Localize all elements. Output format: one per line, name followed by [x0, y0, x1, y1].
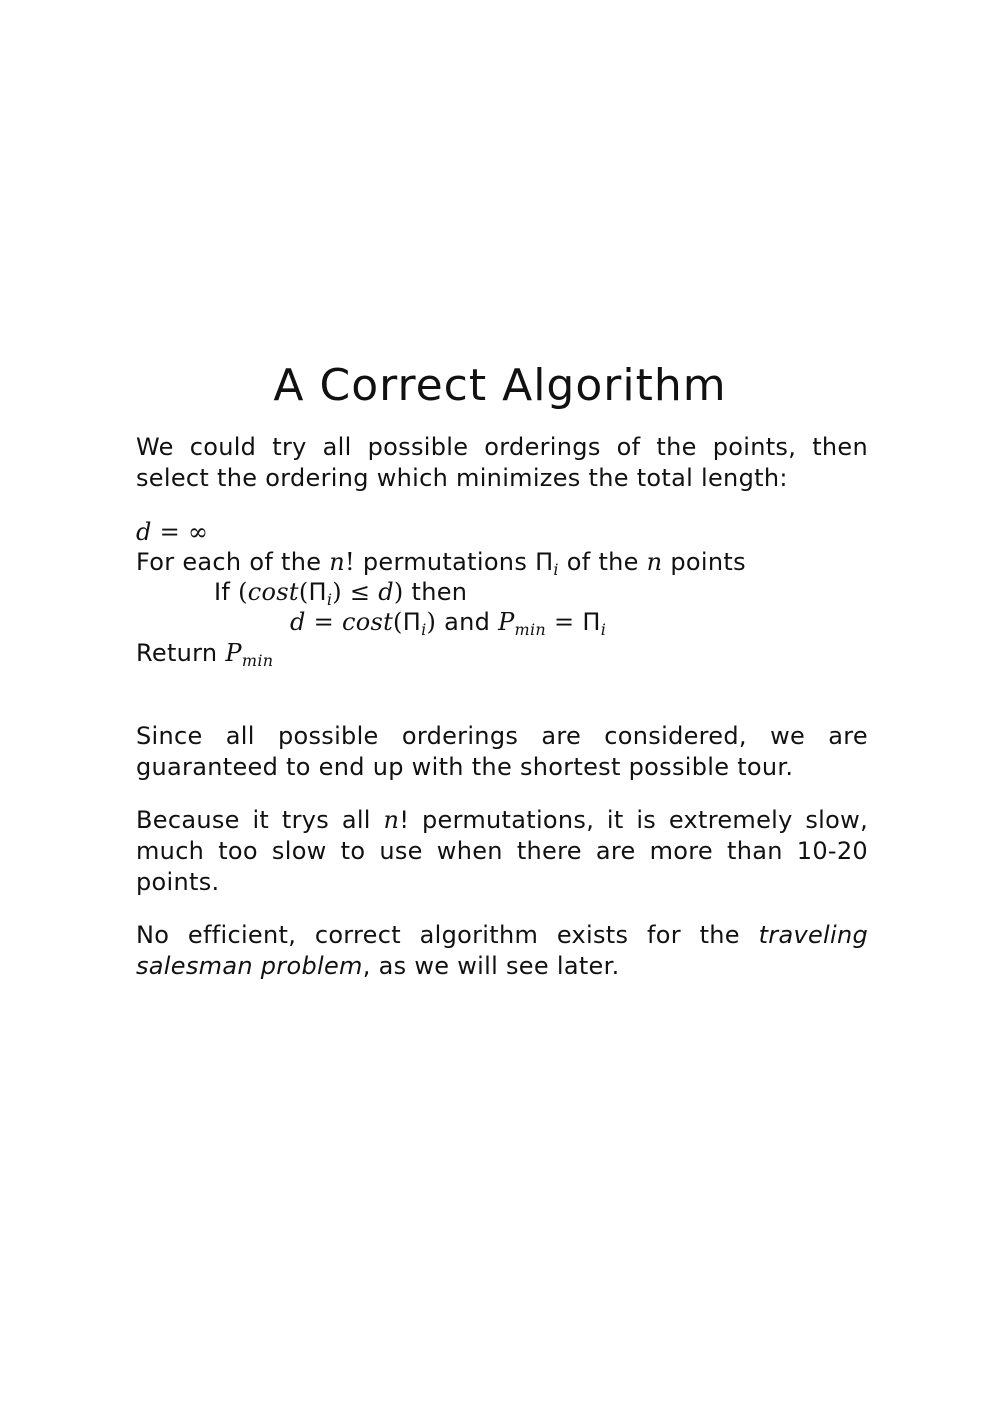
algorithm-line-return: Return $P_{min}$	[136, 639, 274, 670]
intro-paragraph: We could try all possible orderings of the points, then select the ordering which minimizes the total length:	[136, 433, 868, 492]
tsp-emphasis: traveling salesman problem	[136, 921, 868, 980]
algorithm-line-loop: For each of the n! permutations $\Pi_i$ of the n points	[136, 548, 746, 579]
algorithm-line-init: d = ∞	[136, 518, 209, 546]
because-paragraph: Because it trys all n! permutations, it is extremely slow, much too slow to use when there are more than 10-20 points.	[136, 806, 868, 896]
algorithm-line-if: If $(\cos t(\Pi_i) \le d)$ then	[214, 578, 468, 609]
algorithm-line-assign: $d = \cos t(\Pi_i)$ and $P_{min} = \Pi_i$	[290, 608, 607, 639]
no-efficient-paragraph: No efficient, correct algorithm exists for the traveling salesman problem, as we will see later.	[136, 921, 868, 980]
since-paragraph: Since all possible orderings are considered, we are guaranteed to end up with the shortest possible tour.	[136, 722, 868, 781]
page-title: A Correct Algorithm	[273, 360, 727, 411]
